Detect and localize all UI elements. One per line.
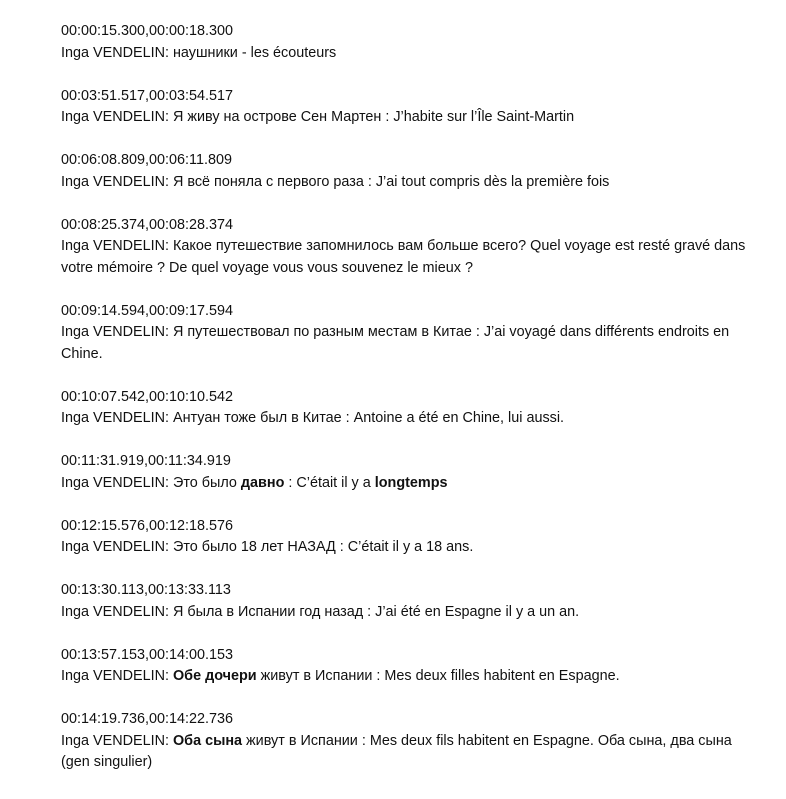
entry-segment: Это было — [168, 474, 241, 491]
entry-segment: Какое путешествие запомнилось вам больше всего? Quel voyage est resté gravé dans votre mémoire ? De quel voyage vous vous souvenez le mieux ? — [61, 238, 746, 276]
entry-speaker: Inga VENDELIN: — [61, 668, 169, 684]
entry-segment: Я путешествовал по разным местам в Китае : J’ai voyagé dans différents endroits en Chine. — [61, 324, 730, 362]
entry-speaker: Inga VENDELIN: — [61, 474, 169, 491]
entry-emphasis: Оба сына — [172, 732, 243, 749]
entry-segment: живут в Испании : Mes deux filles habitent en Espagne. — [256, 668, 620, 684]
entry-timestamp: 00:06:08.809,00:06:11.809 — [61, 152, 232, 168]
entry-speaker: Inga VENDELIN: — [61, 324, 169, 340]
entry-speaker: Inga VENDELIN: — [61, 44, 169, 61]
entry-text — [61, 43, 761, 65]
entry-text — [61, 172, 761, 194]
entry-speaker: Inga VENDELIN: — [61, 539, 169, 555]
entry-segment: Антуан тоже был в Китае : Antoine a été en Chine, lui aussi. — [168, 410, 565, 426]
entry-emphasis: Обе дочери — [172, 668, 257, 684]
transcript-entry — [61, 516, 761, 559]
entry-speaker: Inga VENDELIN: — [61, 173, 169, 190]
transcript-document — [61, 21, 761, 795]
transcript-entry — [61, 709, 761, 774]
transcript-entry — [61, 387, 761, 430]
transcript-entry — [61, 21, 761, 64]
entry-emphasis: давно — [240, 474, 285, 491]
transcript-entry — [61, 451, 761, 494]
entry-text — [61, 408, 761, 430]
entry-emphasis: longtemps — [374, 474, 448, 491]
transcript-entry — [61, 645, 761, 688]
entry-text — [61, 322, 761, 365]
entry-timestamp: 00:13:30.113,00:13:33.113 — [61, 582, 231, 598]
entry-segment: Это было 18 лет НАЗАД : C’était il y a 18 ans. — [168, 539, 474, 555]
entry-timestamp: 00:09:14.594,00:09:17.594 — [61, 302, 234, 319]
entry-timestamp: 00:08:25.374,00:08:28.374 — [61, 216, 234, 233]
entry-text — [61, 537, 761, 559]
entry-timestamp: 00:10:07.542,00:10:10.542 — [61, 388, 234, 405]
entry-text — [61, 666, 761, 688]
entry-speaker: Inga VENDELIN: — [61, 603, 169, 620]
entry-segment: наушники - les écouteurs — [168, 44, 337, 61]
transcript-entry — [61, 580, 761, 623]
entry-timestamp: 00:12:15.576,00:12:18.576 — [61, 517, 234, 534]
entry-timestamp: 00:14:19.736,00:14:22.736 — [61, 711, 234, 727]
entry-speaker: Inga VENDELIN: — [61, 109, 169, 125]
transcript-entry — [61, 301, 761, 366]
transcript-entry — [61, 150, 761, 193]
entry-timestamp: 00:03:51.517,00:03:54.517 — [61, 87, 234, 104]
entry-timestamp: 00:13:57.153,00:14:00.153 — [61, 646, 234, 663]
entry-timestamp: 00:00:15.300,00:00:18.300 — [61, 23, 234, 39]
entry-timestamp: 00:11:31.919,00:11:34.919 — [61, 453, 231, 469]
entry-text — [61, 473, 761, 495]
entry-segment: Я всё поняла с первого раза : J’ai tout compris dès la première fois — [168, 173, 610, 190]
entry-speaker: Inga VENDELIN: — [61, 238, 169, 254]
entry-speaker: Inga VENDELIN: — [61, 732, 169, 749]
entry-speaker: Inga VENDELIN: — [61, 410, 169, 426]
entry-text — [61, 236, 761, 279]
entry-segment: : C’était il y a — [284, 474, 375, 491]
entry-text — [61, 731, 761, 774]
entry-segment: Я была в Испании год назад : J’ai été en Espagne il y a un an. — [168, 603, 580, 620]
transcript-entry — [61, 215, 761, 280]
entry-text — [61, 602, 761, 624]
entry-segment: живут в Испании : Mes deux fils habitent en Espagne. Оба сына, два сына (gen singulier) — [61, 732, 732, 770]
transcript-entry — [61, 86, 761, 129]
entry-text — [61, 107, 761, 129]
entry-segment: Я живу на острове Сен Мартен : J’habite sur l’Île Saint-Martin — [168, 109, 575, 125]
